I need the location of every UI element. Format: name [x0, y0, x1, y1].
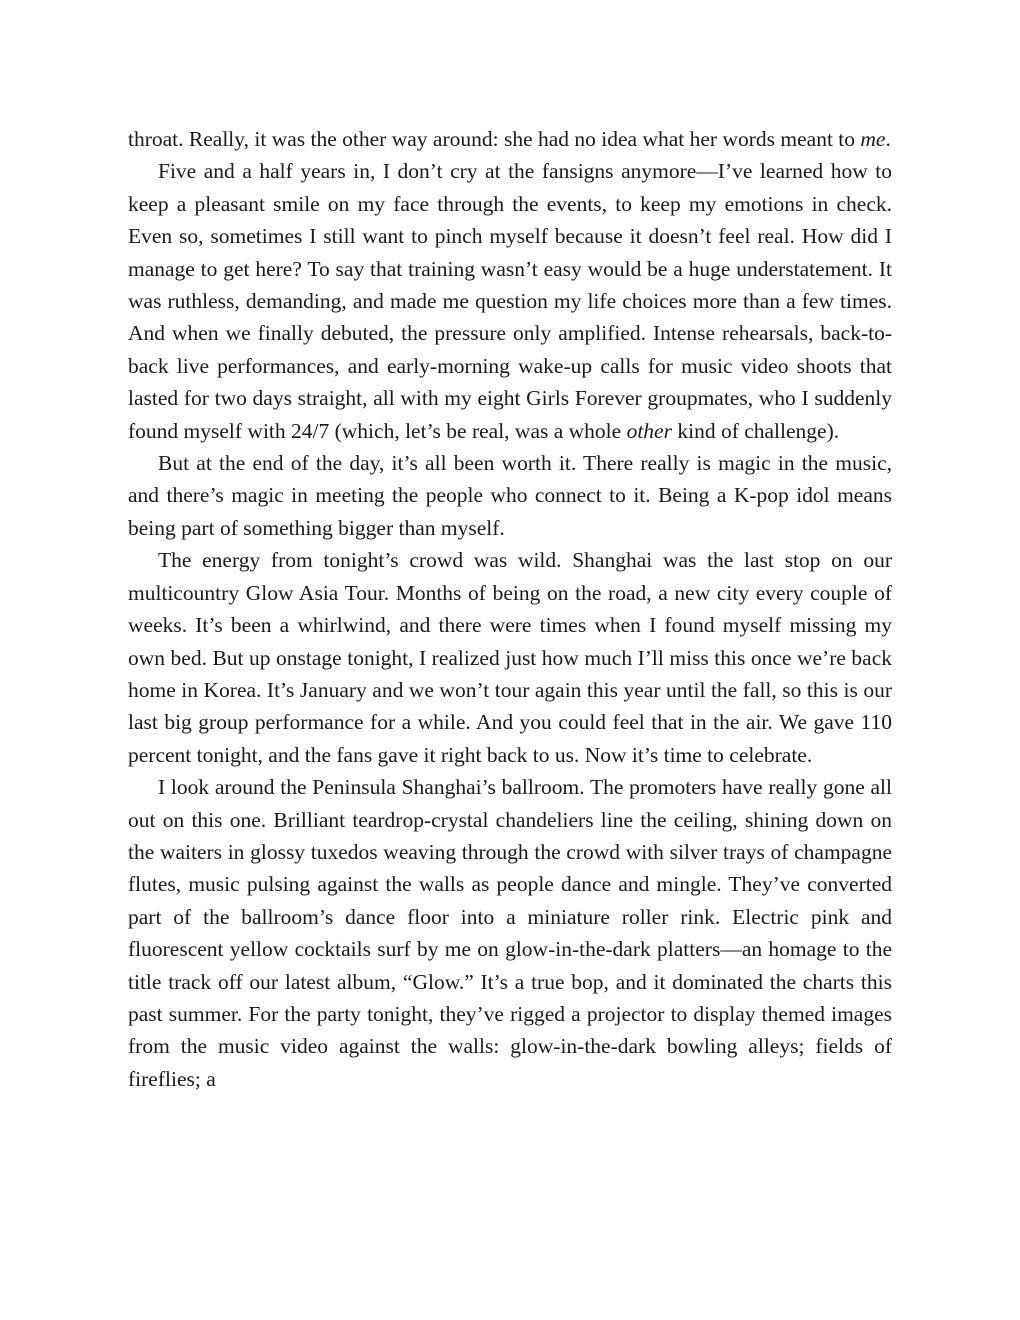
paragraph-2 — [128, 155, 892, 447]
paragraph-2-text: Five and a half years in, I don’t cry at the fansigns anymore—I’ve learned how to keep a pleasant smile on my face through the events, to keep my emotions in check. Even so, sometimes I still want to pinch myself because it doesn’t feel real. How did I manage to get here? To say that training wasn’t easy would be a huge understatement. It was ruthless, demanding, and made me question my life choices more than a few times. And when we finally debuted, the pressure only amplified. Intense rehearsals, back-to-back live performances, and early-morning wake-up calls for music video shoots that lasted for two days straight, all with my eight Girls Forever groupmates, who I suddenly found myself with 24/7 (which, let’s be real, was a whole — [128, 159, 892, 443]
paragraph-1 — [128, 123, 892, 155]
book-page-body — [128, 123, 892, 1095]
paragraph-2-tail: kind of challenge). — [671, 418, 840, 443]
paragraph-5 — [128, 771, 892, 1095]
paragraph-5-text: I look around the Peninsula Shanghai’s ballroom. The promoters have really gone all out on this one. Brilliant teardrop-crystal chandeliers line the ceiling, shining down on the waiters in glossy tuxedos weaving through the crowd with silver trays of champagne flutes, music pulsing against the walls as people dance and mingle. They’ve converted part of the ballroom’s dance floor into a miniature roller rink. Electric pink and fluorescent yellow cocktails surf by me on glow-in-the-dark platters—an homage to the title track off our latest album, “Glow.” It’s a true bop, and it dominated the charts this past summer. For the party tonight, they’ve rigged a projector to display themed images from the music video against the walls: glow-in-the-dark bowling alleys; fields of fireflies; a — [128, 775, 892, 1091]
paragraph-3-text: But at the end of the day, it’s all been worth it. There really is magic in the music, and there’s magic in meeting the people who connect to it. Being a K-pop idol means being part of something bigger than myself. — [128, 451, 892, 540]
paragraph-1-text: throat. Really, it was the other way around: she had no idea what her words meant to — [128, 127, 861, 151]
paragraph-1-tail: . — [885, 127, 891, 151]
paragraph-1-emphasis: me — [860, 127, 886, 151]
paragraph-2-emphasis: other — [626, 418, 672, 443]
paragraph-3 — [128, 447, 892, 544]
paragraph-4 — [128, 544, 892, 771]
paragraph-4-text: The energy from tonight’s crowd was wild. Shanghai was the last stop on our multicountry Glow Asia Tour. Months of being on the road, a new city every couple of weeks. It’s been a whirlwind, and there were times when I found myself missing my own bed. But up onstage tonight, I realized just how much I’ll miss this once we’re back home in Korea. It’s January and we won’t tour again this year until the fall, so this is our last big group performance for a while. And you could feel that in the air. We gave 110 percent tonight, and the fans gave it right back to us. Now it’s time to celebrate. — [128, 548, 892, 767]
